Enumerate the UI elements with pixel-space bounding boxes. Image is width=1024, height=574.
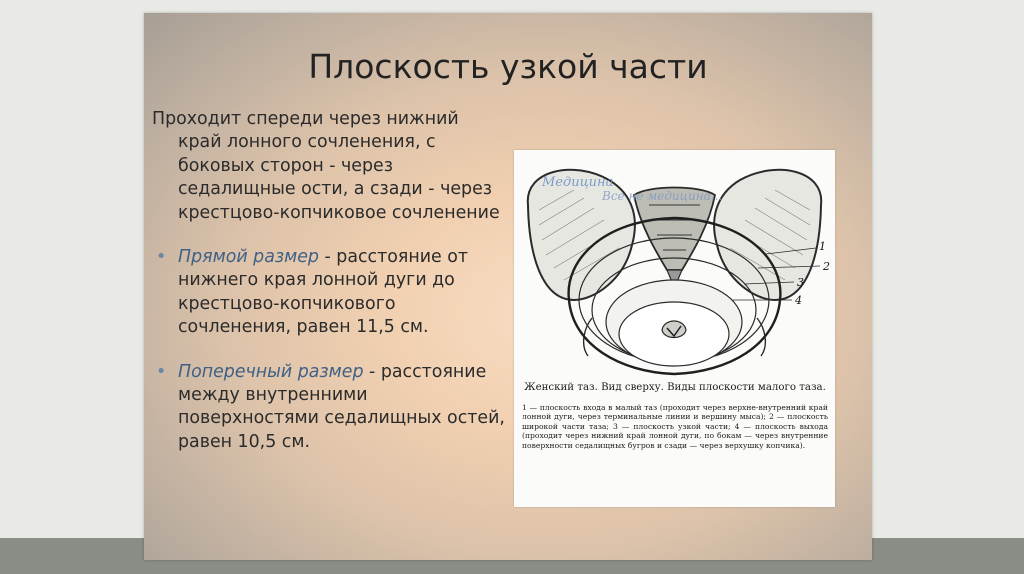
caption-title: Женский таз. Вид сверху. Виды плоскости малого таза. (524, 382, 826, 393)
slide (144, 13, 872, 560)
bullet-text: - расстояние между внутренними поверхностями седалищных остей, равен 10,5 см. (178, 361, 505, 452)
intro-rest: край лонного сочленения, с боковых сторон - через седалищные ости, а сзади - через крестцово-копчиковое сочленение (178, 132, 500, 223)
caption-body: 1 — плоскость входа в малый таз (проходит через верхне-внутренний край лонной дуги, через терминальные линии и вершину мыса); 2 — плоскость широкой части таза; 3 — плоскость узкой части; 4 — плоскость выхода (проходит через нижний край лонной дуги, по бокам — через внутренние поверхности седалищных бугров и сзади — через верхушку копчика). (522, 402, 828, 450)
bullet-term: Прямой размер (178, 247, 319, 268)
figure-caption (522, 382, 828, 450)
plane-label-1: 1 (819, 240, 826, 253)
plane-label-3: 3 (797, 276, 804, 289)
plane-label-2: 2 (823, 260, 830, 273)
slide-body (152, 108, 508, 454)
watermark-primary: Медицина (542, 175, 614, 190)
bullet-text: - расстояние от нижнего края лонной дуги до крестцово-копчикового сочленения, равен 11,5 см. (178, 247, 469, 338)
watermark-secondary: Все не медицина... (602, 189, 723, 203)
plane-label-4: 4 (795, 294, 802, 307)
bullet-term: Поперечный размер (178, 361, 364, 382)
pelvis-figure (514, 150, 835, 507)
bullet-icon: • (156, 247, 167, 268)
bullet-direct-size (152, 246, 508, 340)
intro-first-line: Проходит спереди через нижний (152, 109, 459, 129)
bullet-icon: • (156, 361, 167, 382)
bullet-transverse-size (152, 361, 508, 455)
intro-paragraph (152, 108, 508, 225)
slide-title: Плоскость узкой части (308, 47, 708, 86)
